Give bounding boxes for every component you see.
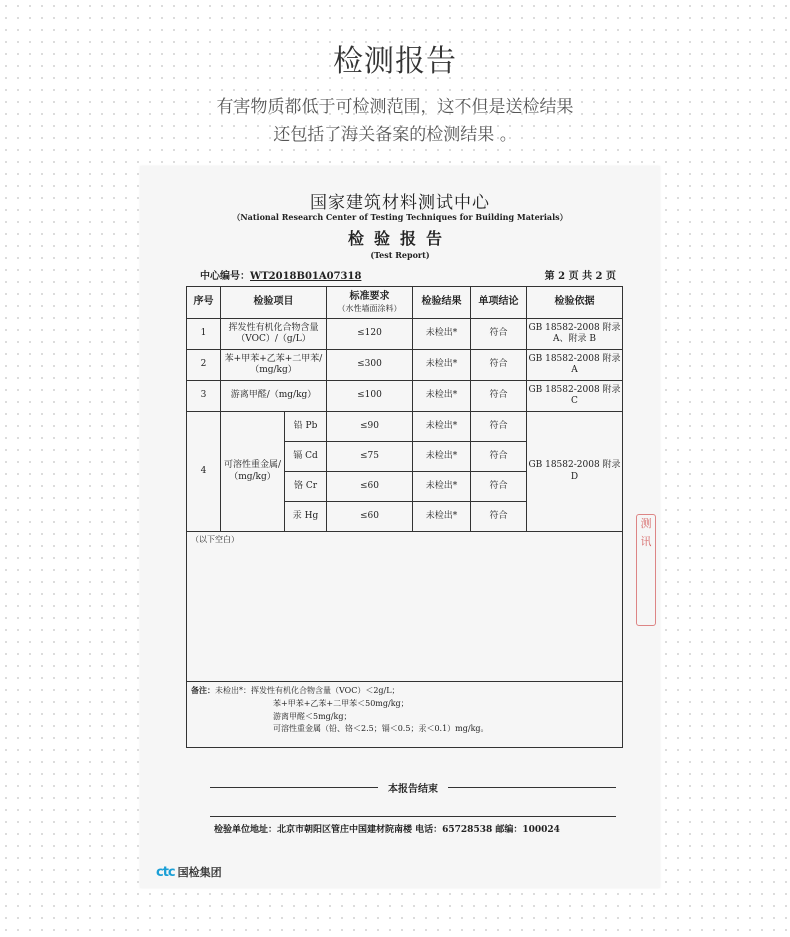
report-title-en: (Test Report) <box>370 250 430 260</box>
note-line: 苯+甲苯+乙苯+二甲苯＜50mg/kg； <box>273 698 409 708</box>
row-conclusion: 符合 <box>471 319 527 350</box>
metal-result: 未检出* <box>413 472 471 502</box>
col-header-result: 检验结果 <box>413 287 471 319</box>
blank-note: （以下空白） <box>187 532 623 682</box>
metal-standard: ≤60 <box>327 502 413 532</box>
red-stamp-mark: 测 讯 <box>636 514 656 626</box>
testing-center-name-en: （National Research Center of Testing Techniques for Building Materials） <box>232 212 568 222</box>
table-row <box>187 381 623 412</box>
center-number-label: 中心编号： <box>200 271 250 282</box>
row-basis: GB 18582-2008 附录 A <box>527 350 623 381</box>
metal-conclusion: 符合 <box>471 472 527 502</box>
center-number <box>200 267 361 282</box>
note-line: 可溶性重金属（铅、铬＜2.5；镉＜0.5；汞＜0.1）mg/kg。 <box>273 724 489 734</box>
notes-cell <box>187 682 623 748</box>
row-basis: GB 18582-2008 附录 A、附录 B <box>527 319 623 350</box>
metals-basis: GB 18582-2008 附录 D <box>527 412 623 532</box>
row-seq: 3 <box>187 381 221 412</box>
col-header-basis: 检验依据 <box>527 287 623 319</box>
row-item: 挥发性有机化合物含量（VOC）/（g/L） <box>221 319 327 350</box>
row-standard: ≤100 <box>327 381 413 412</box>
metal-name: 铬 Cr <box>285 472 327 502</box>
metal-name: 铅 Pb <box>285 412 327 442</box>
metal-standard: ≤75 <box>327 442 413 472</box>
subtitle-line-2: 还包括了海关备案的检测结果 。 <box>273 125 517 145</box>
col-header-seq: 序号 <box>187 287 221 319</box>
metal-conclusion: 符合 <box>471 502 527 532</box>
metals-seq: 4 <box>187 412 221 532</box>
col-header-standard <box>327 287 413 319</box>
row-result: 未检出* <box>413 381 471 412</box>
metal-result: 未检出* <box>413 502 471 532</box>
report-end-marker <box>210 780 616 794</box>
row-standard: ≤120 <box>327 319 413 350</box>
metal-name: 汞 Hg <box>285 502 327 532</box>
note-line: 游离甲醛＜5mg/kg； <box>273 711 352 721</box>
row-result: 未检出* <box>413 319 471 350</box>
report-title: 检验报告 <box>347 229 452 248</box>
end-line-right <box>448 787 616 788</box>
report-end-text: 本报告结束 <box>388 783 438 795</box>
row-conclusion: 符合 <box>471 350 527 381</box>
testing-center-name: 国家建筑材料测试中心 <box>310 193 490 213</box>
blank-row <box>187 532 623 682</box>
metal-conclusion: 符合 <box>471 442 527 472</box>
row-result: 未检出* <box>413 350 471 381</box>
ctc-logo-icon: ctc <box>156 864 175 880</box>
metal-result: 未检出* <box>413 442 471 472</box>
table-row <box>187 319 623 350</box>
row-standard: ≤300 <box>327 350 413 381</box>
page-title: 检测报告 <box>333 44 457 79</box>
metal-standard: ≤60 <box>327 472 413 502</box>
row-conclusion: 符合 <box>471 381 527 412</box>
notes-label: 备注： <box>191 685 215 695</box>
metal-standard: ≤90 <box>327 412 413 442</box>
row-item: 游离甲醛/（mg/kg） <box>221 381 327 412</box>
lab-address: 检验单位地址：北京市朝阳区管庄中国建材院南楼 电话：65728538 邮编：100024 <box>214 825 560 835</box>
col-header-standard-main: 标准要求 <box>349 291 390 303</box>
table-row <box>187 412 623 442</box>
brand-name: 国检集团 <box>177 866 222 879</box>
metal-conclusion: 符合 <box>471 412 527 442</box>
footer-divider <box>210 816 616 817</box>
test-report-document <box>140 166 660 888</box>
row-basis: GB 18582-2008 附录 C <box>527 381 623 412</box>
page-info: 第 2 页 共 2 页 <box>544 271 616 282</box>
col-header-item: 检验项目 <box>221 287 327 319</box>
row-seq: 2 <box>187 350 221 381</box>
subtitle-line-1: 有害物质都低于可检测范围，这不但是送检结果 <box>216 97 574 117</box>
col-header-standard-sub: （水性墙面涂料） <box>337 303 402 313</box>
col-header-conclusion: 单项结论 <box>471 287 527 319</box>
brand-logo <box>156 864 222 880</box>
notes-row <box>187 682 623 748</box>
metals-item: 可溶性重金属/（mg/kg） <box>221 412 285 532</box>
metal-name: 镉 Cd <box>285 442 327 472</box>
row-seq: 1 <box>187 319 221 350</box>
table-header-row <box>187 287 623 319</box>
center-number-value: WT2018B01A07318 <box>250 271 362 282</box>
results-table <box>186 286 623 748</box>
note-line: 未检出*：挥发性有机化合物含量（VOC）＜2g/L； <box>215 686 400 695</box>
table-row <box>187 350 623 381</box>
metal-result: 未检出* <box>413 412 471 442</box>
row-item: 苯+甲苯+乙苯+二甲苯/（mg/kg） <box>221 350 327 381</box>
end-line-left <box>210 787 378 788</box>
